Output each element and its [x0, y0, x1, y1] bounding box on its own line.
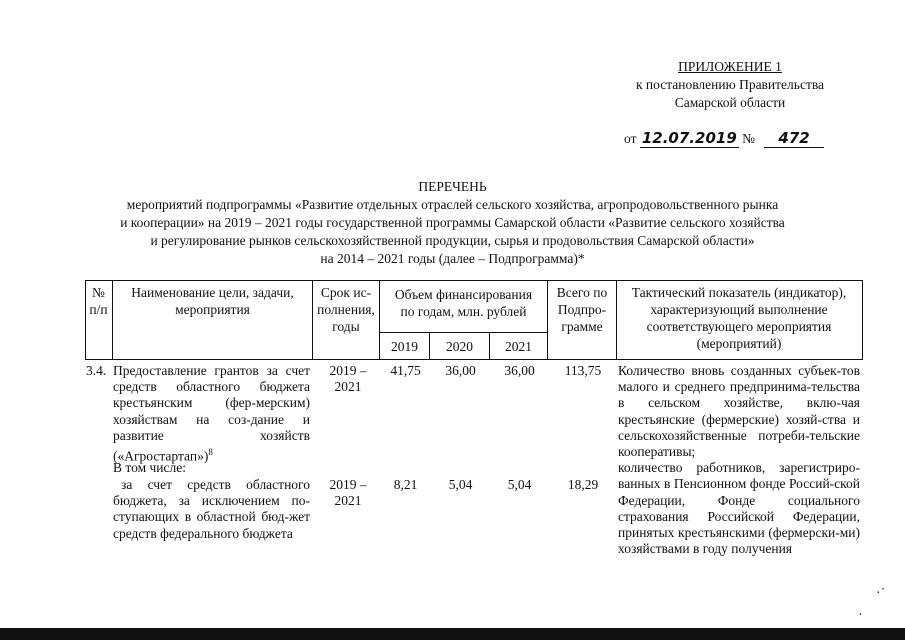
appendix-title: ПРИЛОЖЕНИЕ 1: [678, 59, 782, 74]
header-term: Срок ис- полнения, годы: [317, 285, 375, 334]
row-total: 113,75: [564, 363, 602, 378]
table-header: [85, 280, 863, 360]
subrow-term: 2019 – 2021: [329, 477, 367, 509]
document-heading: [0, 178, 905, 268]
from-label: от: [624, 131, 637, 146]
row-footnote: 8: [208, 447, 213, 458]
heading-line: и регулирование рынков сельскохозяйственной продукции, сырья и продовольствия Самарской области»: [150, 233, 755, 248]
header-year-2021: 2021: [505, 339, 532, 354]
row-number: 3.4.: [86, 363, 107, 378]
header-num: № п/п: [89, 285, 108, 317]
scan-mark: ·: [858, 608, 863, 623]
header-year-2019: 2019: [391, 339, 418, 354]
row-2019: 41,75: [390, 363, 421, 378]
subrow-2019: 8,21: [393, 477, 418, 492]
heading-line: на 2014 – 2021 годы (далее – Подпрограмма)*: [320, 251, 585, 266]
header-funding: Объем финансирования по годам, млн. рублей: [394, 287, 533, 319]
scan-mark: ·˙: [876, 586, 886, 601]
header-indicator: Тактический показатель (индикатор), характеризующий выполнение соответствующего мероприятия (мероприятий): [631, 285, 847, 351]
heading-title: ПЕРЕЧЕНЬ: [418, 179, 487, 194]
subrow-2020: 5,04: [448, 477, 473, 492]
number-label: №: [742, 131, 756, 146]
appendix-line-2: к постановлению Правительства: [635, 77, 825, 92]
header-name: Наименование цели, задачи, мероприятия: [131, 285, 294, 317]
subrow-name: за счет средств областного бюджета, за исключением по-ступающих в областной бюд-жет средств федерального бюджета: [113, 477, 310, 541]
subrow-total: 18,29: [567, 477, 599, 492]
heading-line: и кооперации» на 2019 – 2021 годы государственной программы Самарской области «Развитие сельского хозяйства: [120, 215, 785, 230]
heading-line: мероприятий подпрограммы «Развитие отдельных отраслей сельского хозяйства, агропродовольственного рынка: [126, 197, 779, 212]
row-name: Предоставление грантов за счет средств областного бюджета крестьянским (фер-мерским) хозяйствам на соз-дание и развитие хозяйств («Агростартап»)$^8$: [113, 363, 310, 464]
indicator-text: Количество вновь созданных субъек-тов малого и среднего предпринима-тельства в сельском хозяйстве, вклю-чая крестьянские (фермерские) хозяй-ства и сельскохозяйственные потреби-тельские кооперативы; количество работников, зарегистриро-ванных в Пенсионном фонде Россий-ской Федерации, Фонде социального страхования Российской Федерации, принятых крестьянскими (фермерски-ми) хозяйствами в году получения: [618, 363, 860, 557]
subrow-2021: 5,04: [507, 477, 532, 492]
row-2020: 36,00: [445, 363, 476, 378]
appendix-line-3: Самарской области: [674, 95, 786, 110]
row-term: 2019 – 2021: [329, 363, 367, 395]
row-including: В том числе:: [113, 460, 186, 475]
header-year-2020: 2020: [446, 339, 473, 354]
decree-number: 472: [764, 129, 823, 148]
header-total: Всего по Подпро- грамме: [556, 285, 608, 334]
decree-date: 12.07.2019: [641, 129, 737, 147]
row-2021: 36,00: [504, 363, 535, 378]
scan-edge-bar: [0, 628, 905, 640]
decree-date-line: [624, 129, 824, 148]
appendix-block: [600, 58, 860, 112]
